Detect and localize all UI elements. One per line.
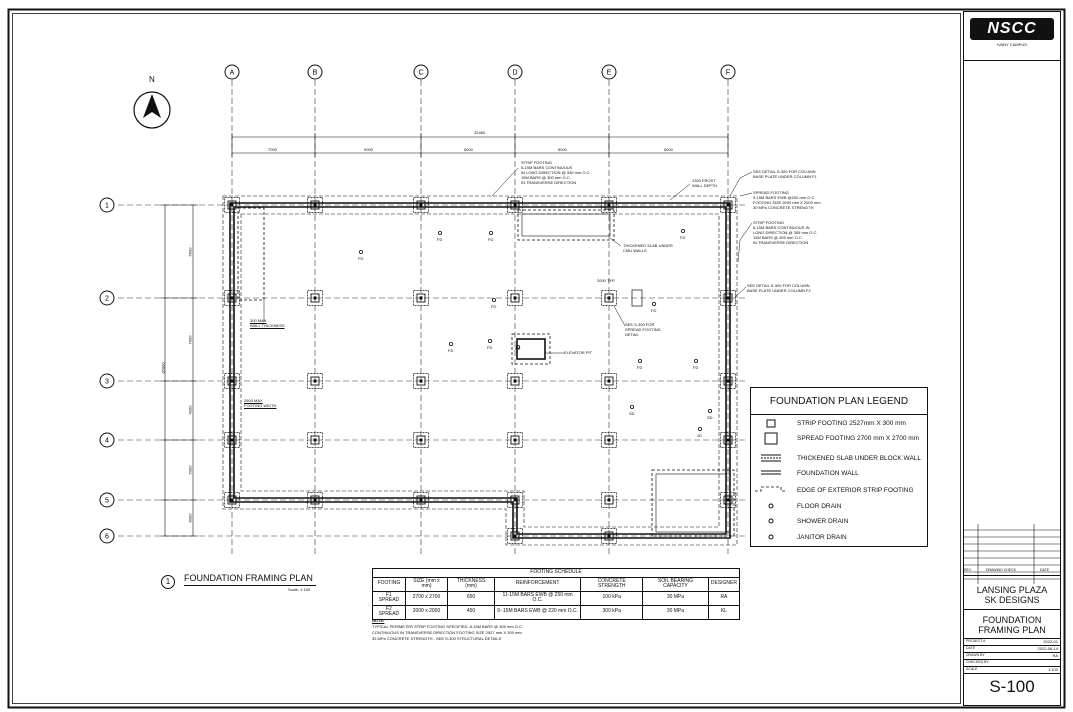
column xyxy=(420,499,423,502)
floor-drain-label: FD xyxy=(488,237,494,242)
column xyxy=(727,204,730,207)
drain-icon xyxy=(638,359,641,362)
callout-frost-wall: 1300 FROST WALL DEPTH xyxy=(692,178,718,188)
column xyxy=(420,439,423,442)
legend-item: JANITOR DRAIN xyxy=(797,534,847,541)
leader-line xyxy=(730,172,752,196)
legend-item: STRIP FOOTING 2527mm X 300 mm xyxy=(797,420,906,427)
drain-icon xyxy=(438,231,441,234)
schedule-cell: 2700 x 2700 xyxy=(405,591,448,605)
schedule-header: DESIGNER xyxy=(708,577,739,591)
floor-drain-label: FD xyxy=(491,304,497,309)
schedule-cell: 100 kPa xyxy=(581,591,643,605)
schedule-cell: 300 kPa xyxy=(581,605,643,619)
legend-title: FOUNDATION PLAN LEGEND xyxy=(769,396,909,407)
left-dim-3: 4000 xyxy=(187,405,193,415)
column xyxy=(314,439,317,442)
drain-icon xyxy=(359,250,362,253)
schedule-cell: 2000 x 2000 xyxy=(405,605,448,619)
strip-footing-edge xyxy=(241,214,719,527)
rev-header: DRAWING CHECK xyxy=(986,568,1017,572)
field-label: PROJECT # xyxy=(966,639,986,643)
floor-drain-label: FD xyxy=(487,345,493,350)
callout-wall-thickness: 300 MAX WALL THICKNESS xyxy=(250,318,285,328)
schedule-header: REINFORCEMENT xyxy=(494,577,581,591)
thickened-slab xyxy=(238,208,264,300)
column xyxy=(608,297,611,300)
sheet-title: FOUNDATION FRAMING PLAN xyxy=(978,615,1046,636)
overall-dimension: 32480 xyxy=(474,130,486,135)
column xyxy=(608,535,611,538)
callout-column-f2: SEE DETAIL S-300 FOR COLUMN BASE PLATE UNDER COLUMN F2 xyxy=(747,283,811,293)
grid-label: 2 xyxy=(105,295,109,303)
left-dim-2: 7000 xyxy=(187,335,193,345)
column xyxy=(314,380,317,383)
column xyxy=(231,499,234,502)
rev-header: DATE xyxy=(1040,568,1050,572)
note-line: CONTINUOUS IN TRANSVERSE DIRECTION FOOTING SIZE 2527 mm X 300 mm xyxy=(372,630,522,635)
north-arrow-icon xyxy=(134,92,170,128)
thickened-slab xyxy=(518,210,614,240)
column xyxy=(727,439,730,442)
column xyxy=(608,439,611,442)
schedule-header: SIZE (mm x mm) xyxy=(405,577,448,591)
column xyxy=(314,204,317,207)
leader-line xyxy=(614,306,625,326)
floor-drain-label: FD xyxy=(651,308,657,313)
drawing-scale: Scale: 1:100 xyxy=(288,587,311,592)
schedule-cell: KL xyxy=(708,605,739,619)
nscc-logo: NSCC xyxy=(970,18,1054,40)
callout-column-f1: SEE DETAIL S-300 FOR COLUMN BASE PLATE UNDER COLUMN F1 xyxy=(753,169,817,179)
column xyxy=(231,204,234,207)
column xyxy=(231,439,234,442)
schedule-cell: F1 SPREAD xyxy=(373,591,406,605)
schedule-cell: 30 MPa xyxy=(643,605,709,619)
leader-line xyxy=(670,184,690,200)
bay-dim-ef: 5000 xyxy=(664,147,673,152)
field-value: 1:100 xyxy=(1047,667,1058,672)
footing-schedule-table xyxy=(372,568,740,620)
drain-icon xyxy=(681,229,684,232)
shower-drain-label: SD xyxy=(629,411,635,416)
schedule-title: FOOTING SCHEDULE xyxy=(373,569,740,578)
drain-icon xyxy=(708,409,711,412)
field-label: DRAWN BY xyxy=(966,653,985,657)
schedule-cell: F2 SPREAD xyxy=(373,605,406,619)
field-label: SCALE xyxy=(966,667,978,671)
project-name: LANSING PLAZA SK DESIGNS xyxy=(976,585,1048,606)
leader-line xyxy=(735,287,746,297)
field-value: 2022-01 xyxy=(1043,639,1058,644)
bay-dim-bc: 9000 xyxy=(364,147,373,152)
grid-label: F xyxy=(725,69,731,77)
drawing-number-bubble: 1 xyxy=(161,575,175,589)
grid-label: 3 xyxy=(105,378,109,386)
callout-elevator-pit: ELEVATOR PIT xyxy=(564,350,593,355)
column xyxy=(608,380,611,383)
legend-item: EDGE OF EXTERIOR STRIP FOOTING xyxy=(797,487,914,494)
drain-icon xyxy=(694,359,697,362)
column xyxy=(231,297,234,300)
legend-item: THICKENED SLAB UNDER BLOCK WALL xyxy=(797,455,922,462)
legend-item: FOUNDATION WALL xyxy=(797,470,859,477)
drawing-title-underline xyxy=(184,585,316,586)
drain-icon xyxy=(488,339,491,342)
shower-drain-label: SD xyxy=(707,415,713,420)
floor-drain-label: FD xyxy=(693,365,699,370)
schedule-cell: 650 xyxy=(448,591,495,605)
callout-spread-footing: SPREAD FOOTING 9-15M BARS EWB @200 mm O.C. FOOTING SIZE 2000 mm X 2000 mm 30 MPa CONCRETE STRENGTH xyxy=(753,190,821,210)
foundation-wall xyxy=(230,203,730,538)
bay-dim-ab: 7000 xyxy=(268,147,277,152)
bay-dim-cd: 5000 xyxy=(464,147,473,152)
campus-name: IVANY CAMPUS xyxy=(997,42,1027,47)
column xyxy=(608,204,611,207)
schedule-header: THICKNESS (mm) xyxy=(448,577,495,591)
thickened-slab xyxy=(652,470,734,536)
column xyxy=(314,297,317,300)
floor-drain-label: FD xyxy=(680,235,686,240)
grid-label: B xyxy=(312,69,318,77)
leader-line xyxy=(610,238,621,246)
grid-label: 6 xyxy=(105,533,109,541)
schedule-cell: RA xyxy=(708,591,739,605)
grid-label: 4 xyxy=(105,437,109,445)
drawing-title: FOUNDATION FRAMING PLAN xyxy=(184,573,313,583)
schedule-header: CONCRETE STRENGTH xyxy=(581,577,643,591)
left-overall-dim: 35000 xyxy=(160,362,166,374)
grid-label: D xyxy=(512,69,518,77)
floor-drain-label: FD xyxy=(358,256,364,261)
drain-icon xyxy=(652,302,655,305)
field-value: RA xyxy=(1052,653,1058,658)
column xyxy=(514,297,517,300)
bay-dim-de: 5000 xyxy=(558,147,567,152)
grid-label: C xyxy=(418,69,424,77)
callout-spread-detail: SEE S-300 FOR SPREAD FOOTING DETAIL xyxy=(625,322,661,337)
grid-label: E xyxy=(606,69,612,77)
column xyxy=(514,380,517,383)
column xyxy=(514,439,517,442)
column xyxy=(420,297,423,300)
schedule-header: FOOTING xyxy=(373,577,406,591)
callout-strip-footing-right: STRIP FOOTING 6-15M BARS CONTINUOUS IN LONG DIRECTION @ 305 mm O.C. 15M BARS @ 305 mm O.C. IN TRANSVERSE DIRECTION xyxy=(753,220,818,245)
grid-label: A xyxy=(229,69,235,77)
field-label: CHECKED BY xyxy=(966,660,989,664)
foundation-plan-legend xyxy=(750,387,928,547)
floor-drain-label: FD xyxy=(448,348,454,353)
legend-item: FLOOR DRAIN xyxy=(797,503,842,510)
floor-drain-label: FD xyxy=(437,237,443,242)
grid-label: 1 xyxy=(105,202,109,210)
schedule-cell: 30 MPa xyxy=(643,591,709,605)
drain-icon xyxy=(489,231,492,234)
leader-line xyxy=(738,223,752,262)
schedule-header: SOIL BEARING CAPACITY xyxy=(643,577,709,591)
drain-icon xyxy=(630,405,633,408)
drain-icon xyxy=(492,298,495,301)
column xyxy=(608,499,611,502)
floor-drain-label: FD xyxy=(637,365,643,370)
rev-header: REV xyxy=(964,568,972,572)
column xyxy=(420,204,423,207)
schedule-cell: 450 xyxy=(448,605,495,619)
elevator-pit xyxy=(517,339,545,359)
column xyxy=(314,499,317,502)
north-label: N xyxy=(149,75,155,84)
callout-strip-footing-top: STRIP FOOTING 5-15M BARS CONTINUOUS IN LONG DIRECTION @ 330 mm O.C. 15M BARS @ 300 mm O.C. IN TRANSVERSE DIRECTION xyxy=(521,160,591,185)
column xyxy=(514,204,517,207)
floor-drain-label: FD xyxy=(515,346,521,351)
title-block xyxy=(963,11,1061,706)
legend-item: SHOWER DRAIN xyxy=(797,518,849,525)
column xyxy=(231,380,234,383)
schedule-cell: 9 -15M BARS EWB @ 220 mm O.C. xyxy=(494,605,581,619)
callout-footing-width: 2600 MAX FOOTING WIDTH xyxy=(244,398,277,408)
note-line: 35 MPa CONCRETE STRENGTH - SEE S-300 STRUCTURAL DETAILS xyxy=(372,636,502,641)
janitor-drain-label: JD xyxy=(697,433,702,438)
leader-line xyxy=(492,168,518,196)
column xyxy=(727,297,730,300)
field-value: 2022-06-14 xyxy=(1037,646,1058,651)
left-dim-5: 8000 xyxy=(187,513,193,523)
callout-thickened-slab: THICKENED SLAB UNDER CMU WALLS xyxy=(623,243,673,253)
callout-2000-typ: 2000 TYP. xyxy=(597,278,616,283)
column xyxy=(727,499,730,502)
drain-icon xyxy=(449,342,452,345)
thickened-slab xyxy=(522,214,610,236)
legend-item: SPREAD FOOTING 2700 mm X 2700 mm xyxy=(797,435,920,442)
leader-line xyxy=(740,193,752,196)
schedule-cell: 11-15M BARS EWB @ 250 mm O.C. xyxy=(494,591,581,605)
column xyxy=(514,499,517,502)
left-dim-1: 6600 xyxy=(187,247,193,257)
field-label: DATE xyxy=(966,646,976,650)
column xyxy=(420,380,423,383)
column xyxy=(727,380,730,383)
drain-icon xyxy=(698,427,701,430)
sheet-number: S-100 xyxy=(989,677,1035,696)
note-line: TYPICAL PERIMETER STRIP FOOTING SPECIFIED: 8-15M BARS @ 305 mm O.C. xyxy=(372,624,523,629)
left-dim-4: 5000 xyxy=(187,465,193,475)
notes-title: NOTE: xyxy=(372,618,385,623)
column xyxy=(514,535,517,538)
grid-label: 5 xyxy=(105,497,109,505)
